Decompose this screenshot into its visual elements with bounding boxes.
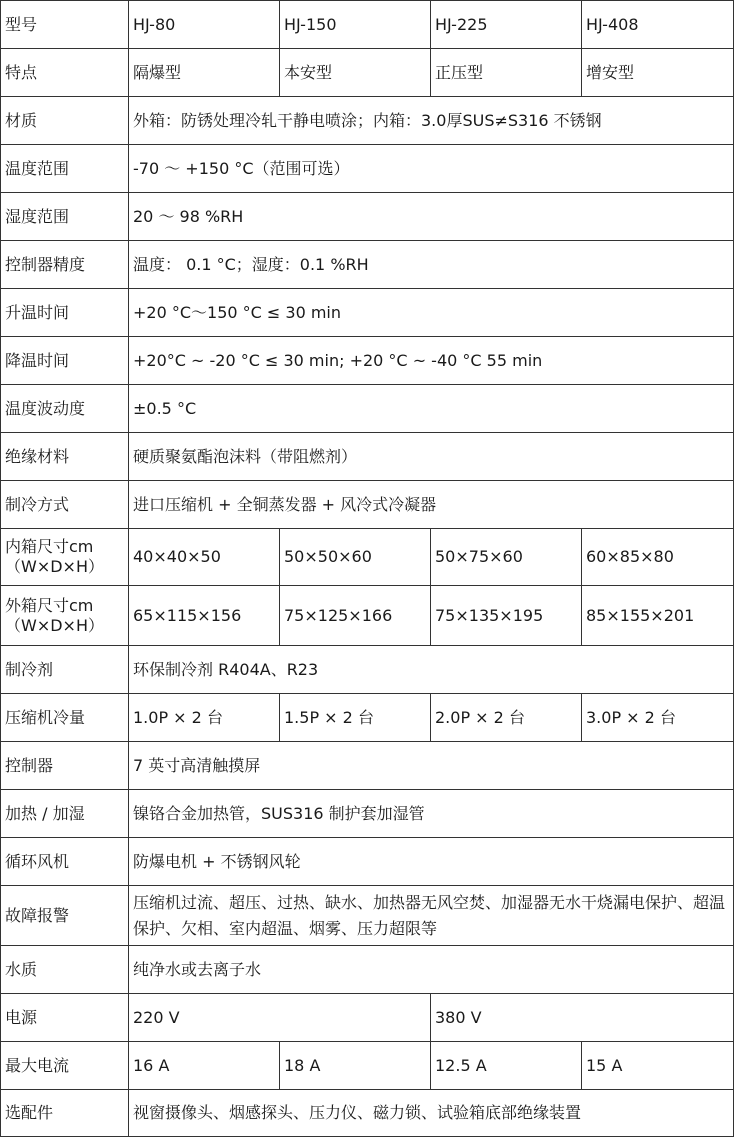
table-row — [1, 742, 734, 790]
cell: HJ-408 — [582, 1, 734, 49]
row-label: 压缩机冷量 — [1, 694, 129, 742]
row-label: 加热 / 加湿 — [1, 790, 129, 838]
table-row — [1, 1042, 734, 1090]
cell: 85×155×201 — [582, 586, 734, 646]
table-row — [1, 790, 734, 838]
table-row — [1, 193, 734, 241]
row-label — [1, 586, 129, 646]
cell: 2.0P × 2 台 — [431, 694, 582, 742]
table-row — [1, 145, 734, 193]
cell: 1.5P × 2 台 — [280, 694, 431, 742]
cell: 12.5 A — [431, 1042, 582, 1090]
cell: 65×115×156 — [129, 586, 280, 646]
table-row — [1, 1, 734, 49]
row-label-line1: 外箱尺寸cm — [5, 595, 94, 615]
table-row — [1, 946, 734, 994]
cell: 环保制冷剂 R404A、R23 — [129, 646, 734, 694]
cell: 60×85×80 — [582, 529, 734, 586]
row-label: 最大电流 — [1, 1042, 129, 1090]
cell: HJ-150 — [280, 1, 431, 49]
cell: 18 A — [280, 1042, 431, 1090]
cell: 50×50×60 — [280, 529, 431, 586]
cell: +20°C ~ -20 °C ≤ 30 min; +20 °C ~ -40 °C 55 min — [129, 337, 734, 385]
cell: 1.0P × 2 台 — [129, 694, 280, 742]
table-row — [1, 289, 734, 337]
row-label-line1: 内箱尺寸cm — [5, 537, 94, 556]
cell: 隔爆型 — [129, 49, 280, 97]
table-row — [1, 49, 734, 97]
cell: 15 A — [582, 1042, 734, 1090]
cell: 16 A — [129, 1042, 280, 1090]
table-row — [1, 1090, 734, 1137]
cell: ±0.5 °C — [129, 385, 734, 433]
table-row — [1, 646, 734, 694]
row-label-line2: （W×D×H） — [5, 615, 104, 635]
row-label: 型号 — [1, 1, 129, 49]
row-label: 湿度范围 — [1, 193, 129, 241]
table-row — [1, 433, 734, 481]
table-row — [1, 838, 734, 886]
row-label: 温度范围 — [1, 145, 129, 193]
row-label: 故障报警 — [1, 886, 129, 946]
row-label: 电源 — [1, 994, 129, 1042]
cell: 纯净水或去离子水 — [129, 946, 734, 994]
row-label: 制冷剂 — [1, 646, 129, 694]
cell: 温度： 0.1 °C；湿度：0.1 %RH — [129, 241, 734, 289]
cell: 压缩机过流、超压、过热、缺水、加热器无风空焚、加湿器无水干烧漏电保护、超温保护、欠相、室内超温、烟雾、压力超限等 — [129, 886, 734, 946]
cell: +20 °C～150 °C ≤ 30 min — [129, 289, 734, 337]
cell: 视窗摄像头、烟感探头、压力仪、磁力锁、试验箱底部绝缘装置 — [129, 1090, 734, 1137]
cell: -70 ～ +150 °C（范围可选） — [129, 145, 734, 193]
row-label: 制冷方式 — [1, 481, 129, 529]
cell: 本安型 — [280, 49, 431, 97]
row-label: 循环风机 — [1, 838, 129, 886]
cell: 镍铬合金加热管，SUS316 制护套加湿管 — [129, 790, 734, 838]
table-row — [1, 385, 734, 433]
table-row — [1, 886, 734, 946]
table-row — [1, 97, 734, 145]
cell: 正压型 — [431, 49, 582, 97]
cell: HJ-225 — [431, 1, 582, 49]
cell: 硬质聚氨酯泡沫料（带阻燃剂） — [129, 433, 734, 481]
table-row — [1, 694, 734, 742]
cell: HJ-80 — [129, 1, 280, 49]
row-label: 升温时间 — [1, 289, 129, 337]
table-row — [1, 586, 734, 646]
cell: 7 英寸高清触摸屏 — [129, 742, 734, 790]
row-label: 降温时间 — [1, 337, 129, 385]
table-row — [1, 481, 734, 529]
table-row — [1, 529, 734, 586]
cell: 增安型 — [582, 49, 734, 97]
cell: 外箱：防锈处理冷轧干静电喷涂；内箱：3.0厚SUS≠S316 不锈钢 — [129, 97, 734, 145]
row-label: 选配件 — [1, 1090, 129, 1137]
table-row — [1, 241, 734, 289]
cell: 进口压缩机 + 全铜蒸发器 + 风冷式冷凝器 — [129, 481, 734, 529]
row-label: 绝缘材料 — [1, 433, 129, 481]
row-label: 材质 — [1, 97, 129, 145]
row-label: 温度波动度 — [1, 385, 129, 433]
row-label: 控制器精度 — [1, 241, 129, 289]
cell: 220 V — [129, 994, 431, 1042]
row-label-line2: （W×D×H） — [5, 557, 104, 576]
cell: 75×125×166 — [280, 586, 431, 646]
cell: 防爆电机 + 不锈钢风轮 — [129, 838, 734, 886]
cell: 20 ～ 98 %RH — [129, 193, 734, 241]
row-label: 控制器 — [1, 742, 129, 790]
cell: 380 V — [431, 994, 734, 1042]
cell: 3.0P × 2 台 — [582, 694, 734, 742]
table-row — [1, 994, 734, 1042]
row-label: 特点 — [1, 49, 129, 97]
cell: 40×40×50 — [129, 529, 280, 586]
cell: 75×135×195 — [431, 586, 582, 646]
cell: 50×75×60 — [431, 529, 582, 586]
row-label — [1, 529, 129, 586]
row-label: 水质 — [1, 946, 129, 994]
table-row — [1, 337, 734, 385]
